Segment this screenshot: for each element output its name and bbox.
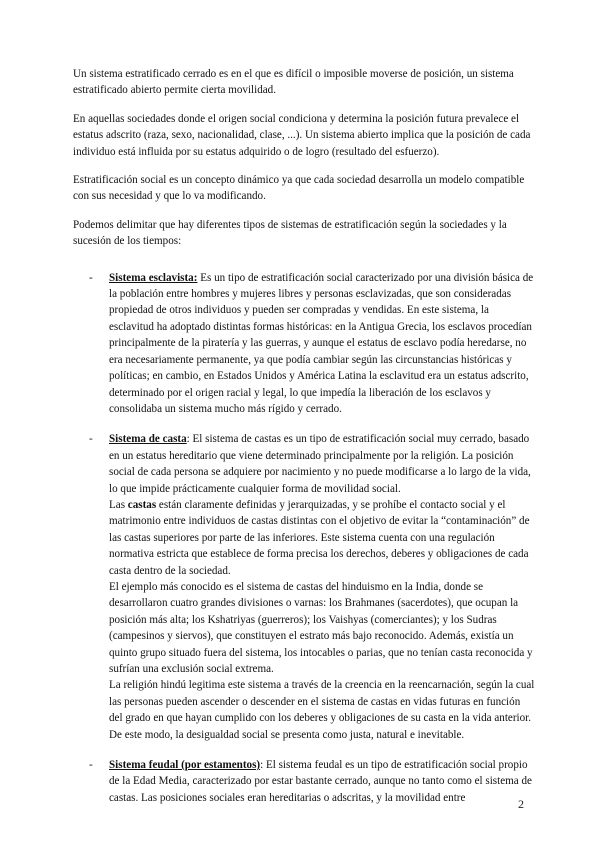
- casta-text: Sistema de casta: El sistema de castas es un tipo de estratificación social muy cerrado, basado en un estatus hereditario que viene determinado principalmente por la religión. La posición social de cada persona se adquiere por nacimiento y no puede modificarse a lo largo de la vida, lo que impide prácticamente cualquier forma de movilidad social.: [109, 433, 531, 495]
- casta-paragraph-2: Las castas están claramente definidas y jerarquizadas, y se prohíbe el contacto social y el matrimonio entre individuos de castas distintas con el objetivo de evitar la “contaminación” de las castas superiores por parte de las inferiores. Este sistema cuenta con una regulación normativa estricta que establece de forma precisa los derechos, deberes y obligaciones de cada casta dentro de la sociedad.: [109, 498, 530, 577]
- list-dash: -: [89, 271, 93, 284]
- list-item-feudal: [73, 757, 535, 806]
- term-casta: Sistema de casta: [109, 433, 187, 446]
- list-dash: -: [89, 759, 93, 772]
- term-castas: castas: [127, 498, 157, 511]
- paragraph-closed-open-systems: Un sistema estratificado cerrado es en el que es difícil o imposible moverse de posición, un sistema estratificado abierto permite cierta movilidad.: [73, 68, 514, 97]
- list-item-esclavista: [73, 270, 535, 418]
- list-item-casta: [73, 431, 535, 743]
- page-number: 2: [518, 797, 524, 811]
- paragraph-ascribed-status: En aquellas sociedades donde el origen social condiciona y determina la posición futura prevalece el estatus adscrito (raza, sexo, nacionalidad, clase, ...). Un sistema abierto implica que la posición de cada individuo está influida por su estatus adquirido o de logro (resultado del esfuerzo).: [73, 112, 531, 158]
- feudal-text: Sistema feudal (por estamentos): El sistema feudal es un tipo de estratificación social propio de la Edad Media, caracterizado por estar bastante cerrado, aunque no tanto como el sistema de castas. Las posiciones sociales eran hereditarias o adscritas, y la movilidad entre: [109, 759, 532, 804]
- esclavista-text: Sistema esclavista: Es un tipo de estratificación social caracterizado por una división básica de la población entre hombres y mujeres libres y personas esclavizadas, que son consideradas propiedad de otros individuos y pueden ser compradas y vendidas. En este sistema, la esclavitud ha adoptado distintas formas históricas: en la Antigua Grecia, los esclavos procedían principalmente de la piratería y las guerras, y aunque el estatus de esclavo podía heredarse, no era necesariamente permanente, ya que podía cambiar según las circunstancias históricas y políticas; en cambio, en Estados Unidos y América Latina la esclavitud era un estatus adscrito, determinado por el origen racial y legal, lo que impedía la liberación de los esclavos y consolidaba un sistema mucho más rígido y cerrado.: [109, 271, 534, 415]
- document-body: [73, 66, 535, 806]
- casta-paragraph-3: El ejemplo más conocido es el sistema de castas del hinduismo en la India, donde se desarrollaron cuatro grandes divisiones o varnas: los Brahmanes (sacerdotes), que ocupan la posición más alta; los Kshatriyas (guerreros); los Vaishyas (comerciantes); y los Sudras (campesinos y siervos), que constituyen el estrato más bajo reconocido. Además, existía un quinto grupo situado fuera del sistema, los intocables o parias, que no tenían casta reconocida y sufrían una exclusión social extrema.: [109, 580, 533, 675]
- paragraph-dynamic-concept: Estratificación social es un concepto dinámico ya que cada sociedad desarrolla un modelo compatible con sus necesidad y que lo va modificando.: [73, 174, 525, 203]
- paragraph-types-intro: Podemos delimitar que hay diferentes tipos de sistemas de estratificación según la sociedades y la sucesión de los tiempos:: [73, 218, 507, 248]
- list-dash: -: [89, 433, 93, 446]
- casta-paragraph-4: La religión hindú legitima este sistema a través de la creencia en la reencarnación, según la cual las personas pueden ascender o descender en el sistema de castas en vidas futuras en función del grado en que hayan cumplido con los deberes y obligaciones de su casta en la vida anterior. De este modo, la desigualdad social se presenta como justa, natural e inevitable.: [109, 679, 535, 741]
- term-feudal: Sistema feudal (por estamentos): [109, 759, 261, 772]
- term-esclavista: Sistema esclavista:: [109, 271, 198, 284]
